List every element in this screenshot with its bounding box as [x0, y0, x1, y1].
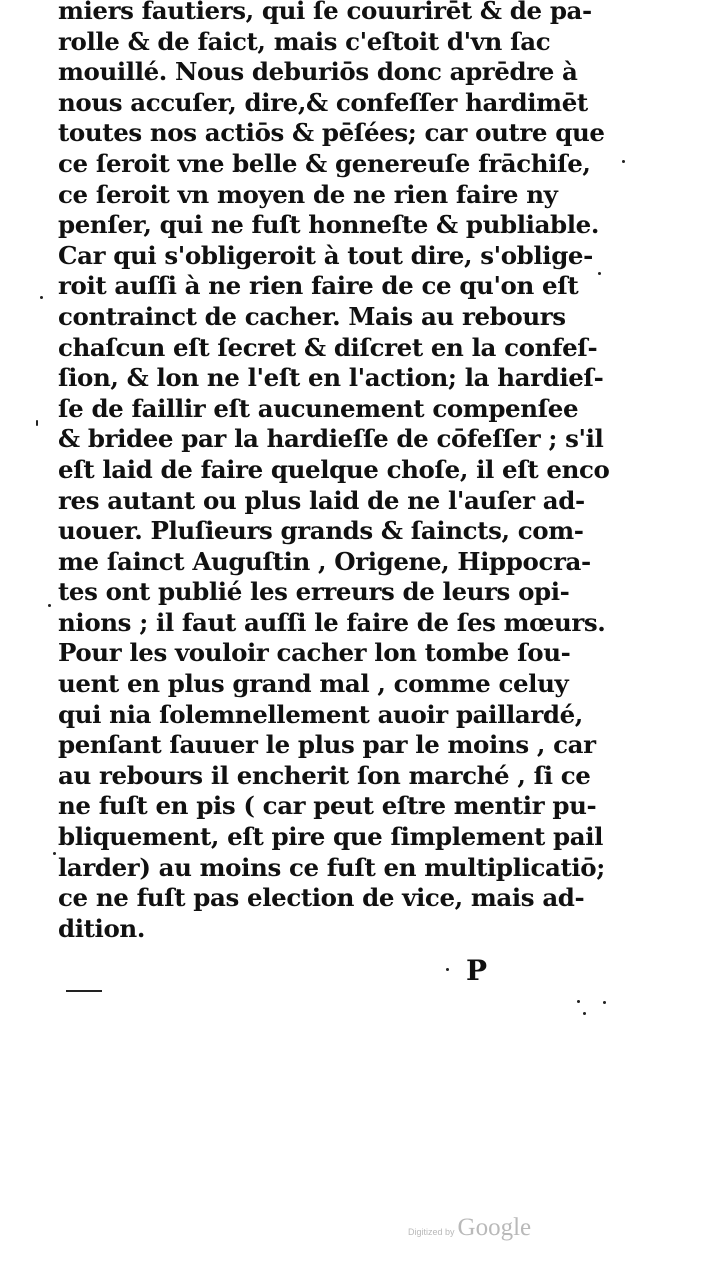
text-line: Pour les vouloir cacher lon tombe ſou- — [58, 638, 571, 668]
text-line: & bridee par la hardieſſe de cōfeſſer ; s'il — [58, 424, 604, 454]
scan-speck — [446, 968, 449, 971]
text-line: eſt laid de faire quelque choſe, il eſt enco — [58, 454, 610, 484]
scan-speck — [583, 1012, 586, 1015]
text-line: miers fautiers, qui ſe couurirēt & de pa- — [58, 0, 592, 25]
text-line: me ſainct Auguſtin , Origene, Hippocra- — [58, 546, 591, 576]
text-line: nous accuſer, dire,& confeſſer hardimēt — [58, 87, 588, 117]
watermark-caption: Digitized by — [408, 1227, 455, 1237]
text-line: larder) au moins ce fuſt en multiplicatiō; — [58, 852, 605, 882]
text-line: ſe de faillir eſt aucunement compenſee — [58, 393, 579, 423]
text-line: toutes nos actiōs & pēſées; car outre que — [58, 118, 605, 148]
scan-speck — [53, 852, 56, 855]
scan-speck — [622, 160, 625, 163]
body-text — [58, 0, 610, 944]
text-line: penſer, qui ne fuſt honneſte & publiable. — [58, 210, 599, 240]
text-line: au rebours il encherit ſon marché , ſi ce — [58, 760, 591, 790]
google-logo: Google — [457, 1214, 532, 1241]
scan-speck — [48, 604, 51, 607]
text-line: nions ; il faut auſſi le faire de ſes mœurs. — [58, 607, 606, 637]
text-line: ce ſeroit vne belle & genereuſe frāchiſe, — [58, 148, 591, 178]
text-line: roit auſſi à ne rien faire de ce qu'on eſt — [58, 271, 579, 301]
scan-speck — [577, 1000, 580, 1003]
text-line: rolle & de faict, mais c'eſtoit d'vn ſac — [58, 26, 551, 56]
text-line: ce ne fuſt pas election de vice, mais ad- — [58, 883, 585, 913]
scan-speck — [598, 272, 601, 275]
text-line: dition. — [58, 913, 145, 943]
digitized-watermark — [408, 1214, 531, 1242]
text-line: tes ont publié les erreurs de leurs opi- — [58, 577, 570, 607]
text-line: ce ſeroit vn moyen de ne rien faire ny — [58, 179, 558, 209]
text-line: uent en plus grand mal , comme celuy — [58, 669, 569, 699]
text-line: penſant ſauuer le plus par le moins , car — [58, 730, 596, 760]
text-line: qui nia ſolemnellement auoir paillardé, — [58, 699, 583, 729]
text-line: chaſcun eſt ſecret & diſcret en la confeſ- — [58, 332, 598, 362]
scan-speck — [40, 296, 43, 299]
text-line: ne fuſt en pis ( car peut eſtre mentir pu- — [58, 791, 597, 821]
text-line: uouer. Pluſieurs grands & ſaincts, com- — [58, 516, 584, 546]
short-rule — [66, 990, 102, 992]
text-line: bliquement, eſt pire que ſimplement pail — [58, 822, 604, 852]
text-line: contrainct de cacher. Mais au rebours — [58, 301, 566, 331]
signature-mark: P — [466, 954, 488, 987]
scan-speck — [603, 1001, 606, 1004]
text-line: res autant ou plus laid de ne l'auſer ad- — [58, 485, 585, 515]
text-line: mouillé. Nous deburiōs donc aprēdre à — [58, 57, 578, 87]
text-line: ſion, & lon ne l'eſt en l'action; la hardieſ- — [58, 363, 604, 393]
scan-speck — [36, 420, 38, 426]
text-line: Car qui s'obligeroit à tout dire, s'oblige- — [58, 240, 593, 270]
